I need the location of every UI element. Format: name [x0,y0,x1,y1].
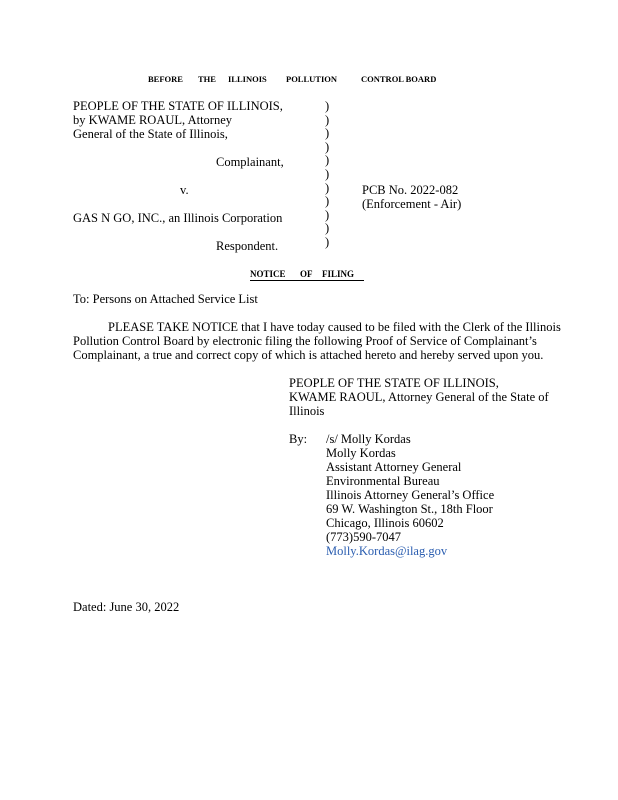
signature-org-line-3: Illinois [289,404,325,418]
caption-party-line-2: by KWAME ROAUL, Attorney [73,113,233,127]
caption-paren: ) [325,153,330,168]
caption-paren: ) [325,194,330,209]
caption-versus: v. [180,183,189,197]
caption-paren: ) [325,99,330,113]
caption-party-line-1: PEOPLE OF THE STATE OF ILLINOIS, [73,99,283,113]
notice-body-line-2: Pollution Control Board by electronic filing the following Proof of Service of Complainant’s [73,334,537,348]
caption-party-line-3: General of the State of Illinois, [73,127,228,141]
caption-defendant: GAS N GO, INC., an Illinois Corporation [73,211,283,225]
dated-line: Dated: June 30, 2022 [73,600,180,614]
signer-name: Molly Kordas [326,446,396,460]
notice-title [250,269,364,281]
notice-title-word: NOTICE [250,269,286,279]
signer-city: Chicago, Illinois 60602 [326,516,444,530]
caption-paren: ) [325,180,330,195]
caption-paren: ) [325,126,330,141]
signature-org-line-1: PEOPLE OF THE STATE OF ILLINOIS, [289,376,499,390]
notice-title-word: FILING [322,269,355,279]
caption-paren: ) [325,167,330,181]
signer-title: Assistant Attorney General [326,460,462,474]
case-type: (Enforcement - Air) [362,197,462,211]
case-number: PCB No. 2022-082 [362,183,459,197]
service-list-line: To: Persons on Attached Service List [73,292,258,306]
caption-paren: ) [325,112,330,127]
signer-email-link[interactable]: Molly.Kordas@ilag.gov [326,544,448,558]
signature-org-line-2: KWAME RAOUL, Attorney General of the State of [289,390,549,404]
signature-line: /s/ Molly Kordas [326,432,411,446]
signer-bureau: Environmental Bureau [326,474,440,488]
notice-body-line-1: PLEASE TAKE NOTICE that I have today caused to be filed with the Clerk of the Illinois [108,320,561,334]
court-header-word: POLLUTION [286,74,338,84]
court-header-word: BEFORE [148,74,183,84]
notice-title-word: OF [300,269,313,279]
signature-by-label: By: [289,432,308,446]
signer-phone: (773)590-7047 [326,530,401,544]
caption-complainant: Complainant, [216,155,284,169]
caption-paren: ) [325,139,330,154]
court-header-word: THE [198,74,216,84]
caption-paren: ) [325,207,330,222]
signer-street: 69 W. Washington St., 18th Floor [326,502,493,516]
caption-paren: ) [325,235,330,249]
court-header-word: ILLINOIS [228,74,267,84]
caption-paren: ) [325,221,330,236]
notice-body-line-3: Complainant, a true and correct copy of which is attached hereto and hereby served upon you. [73,348,544,362]
caption-respondent: Respondent. [216,239,279,253]
signer-office: Illinois Attorney General’s Office [326,488,495,502]
court-header-word: CONTROL BOARD [361,74,437,84]
